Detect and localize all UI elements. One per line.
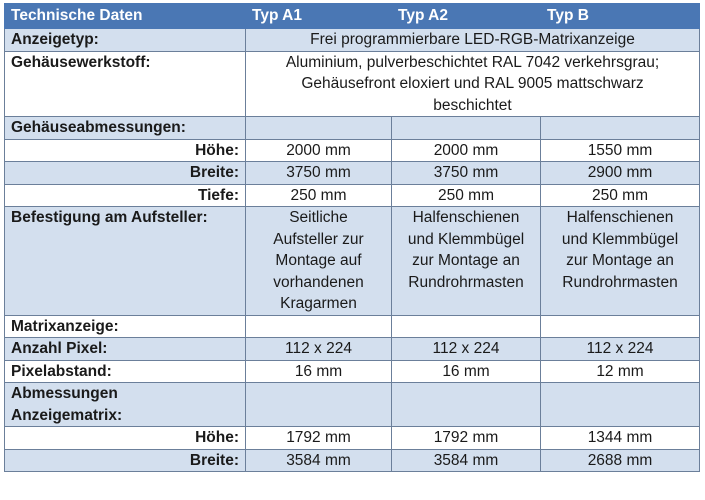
label-tiefe: Tiefe:	[5, 184, 246, 207]
value-hoehe-a2: 2000 mm	[392, 139, 541, 162]
value-matrix-hoehe-a1: 1792 mm	[246, 427, 392, 450]
header-typ-b: Typ B	[541, 4, 700, 29]
label-matrix-breite: Breite:	[5, 449, 246, 472]
row-gehaeusewerkstoff	[5, 51, 700, 117]
row-gehaeuseabmessungen	[5, 117, 700, 140]
value-tiefe-b: 250 mm	[541, 184, 700, 207]
row-breite	[5, 162, 700, 185]
befestigung-a2-line: zur Montage an	[412, 252, 520, 269]
value-pixelabstand-a1: 16 mm	[246, 360, 392, 383]
label-hoehe: Höhe:	[5, 139, 246, 162]
gehaeusewerkstoff-line-1: Aluminium, pulverbeschichtet RAL 7042 verkehrsgrau;	[285, 53, 660, 71]
row-anzeigetyp	[5, 29, 700, 52]
befestigung-b-line: Halfenschienen	[566, 209, 674, 226]
label-matrixanzeige: Matrixanzeige:	[5, 315, 246, 338]
label-befestigung: Befestigung am Aufsteller:	[5, 207, 246, 316]
empty-cell	[392, 117, 541, 140]
value-befestigung-a2	[392, 207, 541, 316]
empty-cell	[541, 383, 700, 427]
befestigung-b-line: zur Montage an	[566, 252, 674, 269]
row-abmessungen-anzeigematrix	[5, 383, 700, 427]
table-header-row	[5, 4, 700, 29]
empty-cell	[392, 383, 541, 427]
row-matrix-breite	[5, 449, 700, 472]
value-matrix-breite-a1: 3584 mm	[246, 449, 392, 472]
label-pixelabstand: Pixelabstand:	[5, 360, 246, 383]
empty-cell	[541, 315, 700, 338]
header-technische-daten: Technische Daten	[5, 4, 246, 29]
label-breite: Breite:	[5, 162, 246, 185]
value-befestigung-b	[541, 207, 700, 316]
empty-cell	[246, 117, 392, 140]
befestigung-a1-line: Aufsteller zur	[273, 230, 364, 248]
value-anzahl-pixel-a2: 112 x 224	[392, 338, 541, 361]
value-breite-a1: 3750 mm	[246, 162, 392, 185]
label-anzeigetyp: Anzeigetyp:	[5, 29, 246, 52]
label-gehaeusewerkstoff: Gehäusewerkstoff:	[5, 51, 246, 117]
row-matrix-hoehe	[5, 427, 700, 450]
value-hoehe-a1: 2000 mm	[246, 139, 392, 162]
label-anzahl-pixel: Anzahl Pixel:	[5, 338, 246, 361]
value-breite-b: 2900 mm	[541, 162, 700, 185]
value-tiefe-a1: 250 mm	[246, 184, 392, 207]
befestigung-b-line: Rundrohrmasten	[562, 273, 678, 291]
header-typ-a1: Typ A1	[246, 4, 392, 29]
row-anzahl-pixel	[5, 338, 700, 361]
value-anzahl-pixel-b: 112 x 224	[541, 338, 700, 361]
gehaeusewerkstoff-line-3: beschichtet	[433, 96, 512, 114]
gehaeusewerkstoff-line-2: Gehäusefront eloxiert und RAL 9005 mattschwarz	[301, 75, 644, 92]
row-hoehe	[5, 139, 700, 162]
value-befestigung-a1	[246, 207, 392, 316]
value-matrix-breite-b: 2688 mm	[541, 449, 700, 472]
value-hoehe-b: 1550 mm	[541, 139, 700, 162]
value-pixelabstand-b: 12 mm	[541, 360, 700, 383]
value-anzahl-pixel-a1: 112 x 224	[246, 338, 392, 361]
label-gehaeuseabmessungen: Gehäuseabmessungen:	[5, 117, 246, 140]
empty-cell	[246, 315, 392, 338]
befestigung-b-line: und Klemmbügel	[561, 230, 679, 248]
value-tiefe-a2: 250 mm	[392, 184, 541, 207]
row-tiefe	[5, 184, 700, 207]
befestigung-a2-line: Halfenschienen	[412, 209, 520, 226]
abmessungen-line-1: Abmessungen	[11, 385, 118, 402]
value-anzeigetyp: Frei programmierbare LED-RGB-Matrixanzeige	[246, 29, 700, 52]
value-matrix-hoehe-a2: 1792 mm	[392, 427, 541, 450]
row-befestigung	[5, 207, 700, 316]
befestigung-a1-line: Kragarmen	[280, 295, 357, 312]
abmessungen-line-2: Anzeigematrix:	[11, 406, 123, 424]
row-pixelabstand	[5, 360, 700, 383]
empty-cell	[392, 315, 541, 338]
value-gehaeusewerkstoff	[246, 51, 700, 117]
value-matrix-breite-a2: 3584 mm	[392, 449, 541, 472]
value-breite-a2: 3750 mm	[392, 162, 541, 185]
empty-cell	[541, 117, 700, 140]
value-pixelabstand-a2: 16 mm	[392, 360, 541, 383]
label-abmessungen-anzeigematrix	[5, 383, 246, 427]
header-typ-a2: Typ A2	[392, 4, 541, 29]
empty-cell	[246, 383, 392, 427]
befestigung-a2-line: Rundrohrmasten	[408, 273, 524, 291]
technical-data-table	[4, 3, 700, 472]
value-matrix-hoehe-b: 1344 mm	[541, 427, 700, 450]
befestigung-a2-line: und Klemmbügel	[407, 230, 525, 248]
befestigung-a1-line: vorhandenen	[273, 273, 364, 291]
befestigung-a1-line: Seitliche	[289, 209, 348, 226]
label-matrix-hoehe: Höhe:	[5, 427, 246, 450]
befestigung-a1-line: Montage auf	[275, 252, 362, 269]
row-matrixanzeige	[5, 315, 700, 338]
